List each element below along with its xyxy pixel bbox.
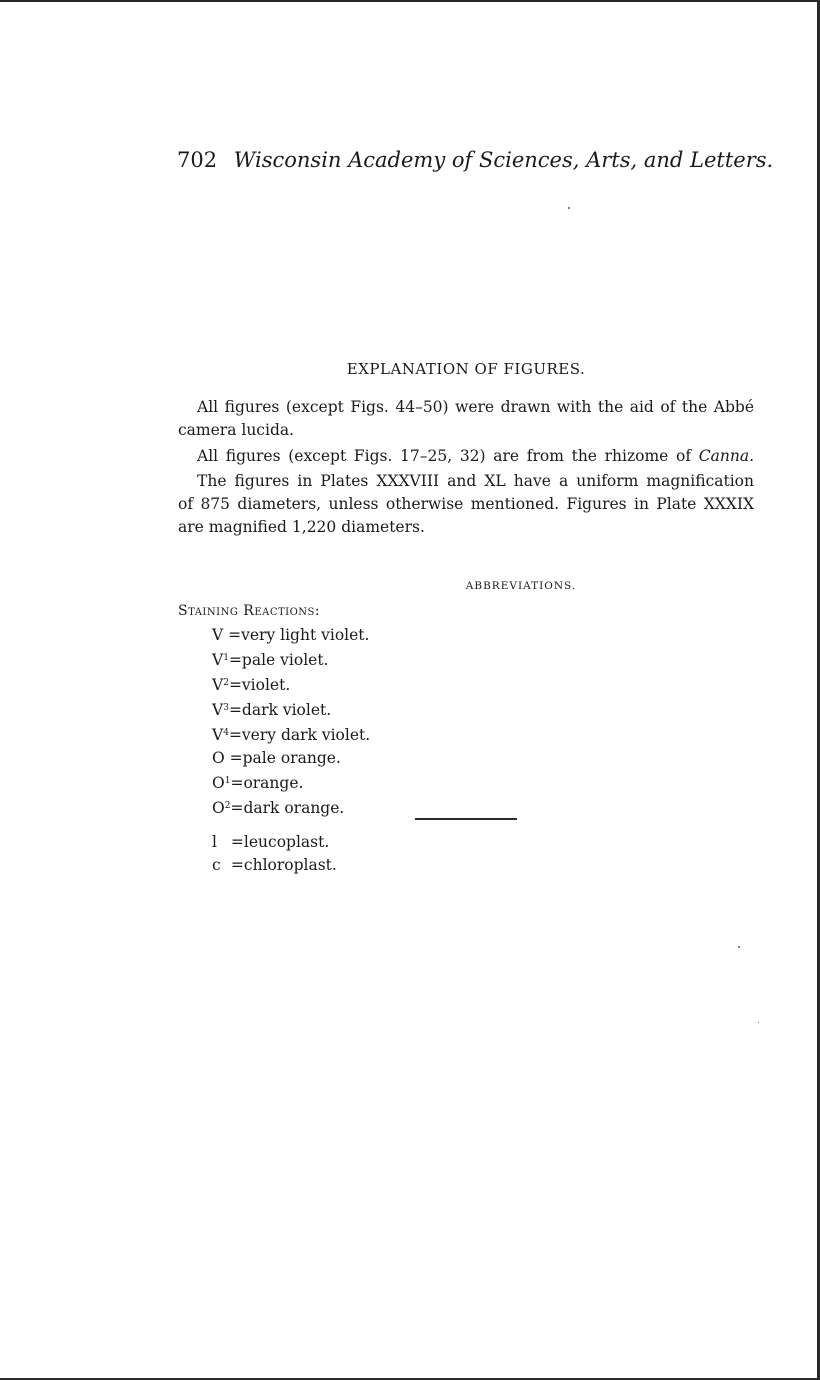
print-speck xyxy=(738,946,740,948)
paragraph-source xyxy=(178,445,754,468)
staining-reactions-label: Staining Reactions: xyxy=(178,603,321,619)
abbreviation-item xyxy=(212,747,370,770)
abbreviation-definition: =very dark violet. xyxy=(228,726,371,744)
print-speck xyxy=(758,1022,759,1023)
paragraph-line xyxy=(178,445,754,468)
abbreviation-index: 2 xyxy=(223,678,229,688)
paragraph-line: The figures in Plates XXXVIII and XL have a uniform magnification xyxy=(197,472,754,490)
genus-name: Canna. xyxy=(698,447,754,465)
abbreviation-index: 1 xyxy=(224,776,231,786)
abbreviation-symbol: O xyxy=(212,749,225,767)
abbreviation-definition: =dark violet. xyxy=(228,701,332,719)
abbreviation-symbol: O xyxy=(212,774,225,792)
paragraph-line: are magnified 1,220 diameters. xyxy=(178,518,425,536)
abbreviation-definition: =very light violet. xyxy=(223,626,370,644)
abbreviation-item xyxy=(212,697,370,722)
page-header xyxy=(177,148,774,172)
abbreviations-heading: ABBREVIATIONS. xyxy=(465,580,577,592)
staining-list xyxy=(212,624,370,820)
print-speck xyxy=(568,207,570,209)
paragraph-line: All figures (except Figs. 44–50) were drawn with the aid of the Abbé xyxy=(197,398,754,416)
abbreviation-item xyxy=(212,854,337,877)
abbreviation-definition: =orange. xyxy=(230,774,304,792)
abbreviation-definition: =violet. xyxy=(228,676,291,694)
abbreviation-definition: =pale violet. xyxy=(228,651,329,669)
abbreviation-symbol: O xyxy=(212,799,225,817)
abbreviation-definition: =chloroplast. xyxy=(226,856,337,874)
paragraph-magnification xyxy=(178,470,754,539)
paragraph-line: of 875 diameters, unless otherwise mentioned. Figures in Plate XXXIX xyxy=(178,495,754,513)
abbreviation-definition: =leucoplast. xyxy=(226,833,330,851)
divider-rule xyxy=(415,818,517,820)
abbreviation-symbol: V xyxy=(212,626,224,644)
page-number: 702 xyxy=(177,148,218,172)
abbreviation-index: 3 xyxy=(223,703,229,713)
abbreviation-definition: =pale orange. xyxy=(224,749,341,767)
abbreviation-symbol: V xyxy=(212,701,224,719)
abbreviation-item xyxy=(212,722,370,747)
abbreviation-item xyxy=(212,672,370,697)
abbreviation-item xyxy=(212,770,370,795)
abbreviation-symbol: c xyxy=(212,856,221,874)
section-heading: EXPLANATION OF FIGURES. xyxy=(346,360,586,378)
paragraph-line: camera lucida. xyxy=(178,421,295,439)
abbreviation-item xyxy=(212,624,370,647)
abbreviation-definition: =dark orange. xyxy=(230,799,345,817)
abbreviation-symbol: V xyxy=(212,676,224,694)
paragraph-text: All figures (except Figs. 17–25, 32) are from the rhizome of xyxy=(197,447,699,465)
abbreviation-symbol: l xyxy=(212,833,217,851)
running-title: Wisconsin Academy of Sciences, Arts, and Letters. xyxy=(233,148,774,172)
abbreviation-item xyxy=(212,795,370,820)
plastid-list xyxy=(212,831,337,877)
abbreviation-item xyxy=(212,647,370,672)
abbreviation-index: 2 xyxy=(224,801,231,811)
abbreviation-index: 4 xyxy=(223,728,229,738)
abbreviation-symbol: V xyxy=(212,651,224,669)
abbreviation-symbol: V xyxy=(212,726,224,744)
abbreviation-index: 1 xyxy=(223,653,229,663)
paragraph-drawing-method xyxy=(178,396,754,442)
abbreviation-item xyxy=(212,831,337,854)
